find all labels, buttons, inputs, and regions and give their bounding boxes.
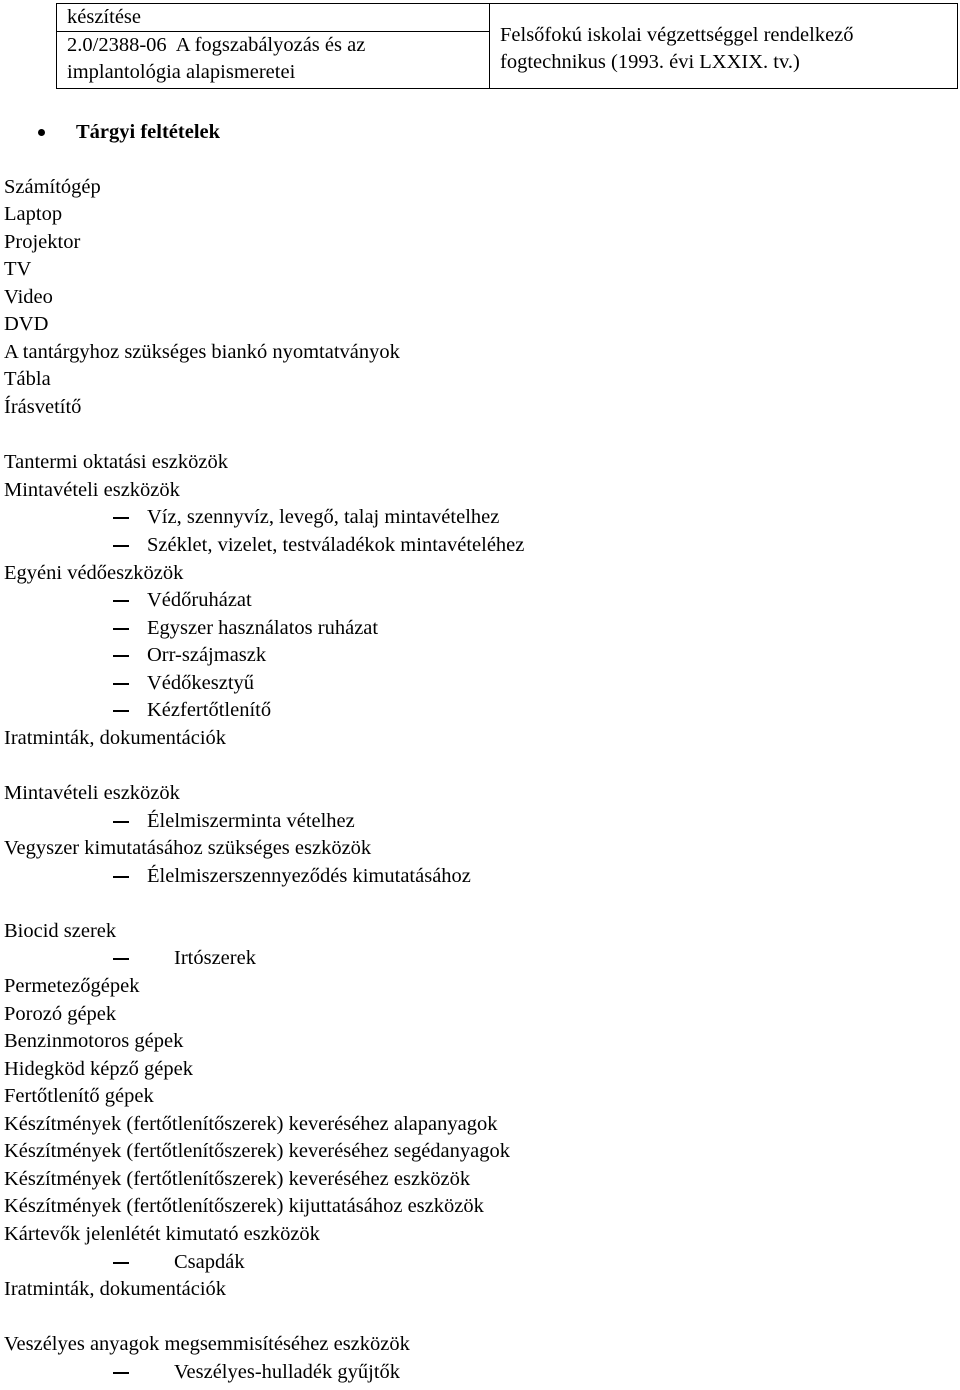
list-item: Hidegköd képző gépek: [4, 1058, 193, 1080]
sub-item: Egyszer használatos ruházat: [147, 617, 379, 639]
list-item: Készítmények (fertőtlenítőszerek) kijuttatásához eszközök: [4, 1195, 484, 1217]
table-cell: [490, 23, 958, 89]
sub-item: Védőkesztyű: [147, 672, 255, 694]
list-item: TV: [4, 258, 32, 280]
list-item: Vegyszer kimutatásához szükséges eszközök: [4, 837, 372, 859]
table-cell: [57, 32, 490, 89]
list-item: Kártevők jelenlétét kimutató eszközök: [4, 1223, 320, 1245]
sub-item: Irtószerek: [174, 947, 256, 969]
list-item: Mintavételi eszközök: [4, 782, 180, 804]
sub-item: Csapdák: [174, 1251, 245, 1273]
module-title-line: implantológia alapismeretei: [67, 61, 296, 83]
dash-icon: [113, 821, 129, 823]
list-item: A tantárgyhoz szükséges biankó nyomtatványok: [4, 341, 400, 363]
dash-icon: [113, 1372, 129, 1374]
requirements-table: [56, 3, 958, 89]
qualification-line: Felsőfokú iskolai végzettséggel rendelkező: [500, 23, 854, 46]
list-item: Benzinmotoros gépek: [4, 1030, 184, 1052]
sub-item: Veszélyes-hulladék gyűjtők: [174, 1361, 401, 1383]
list-item: Video: [4, 286, 53, 308]
dash-icon: [113, 683, 129, 685]
dash-icon: [113, 600, 129, 602]
dash-icon: [113, 958, 129, 960]
list-item: Számítógép: [4, 176, 101, 198]
dash-icon: [113, 876, 129, 878]
list-item: Tábla: [4, 368, 51, 390]
list-item: Iratminták, dokumentációk: [4, 1278, 227, 1300]
module-code-line: 2.0/2388-06 A fogszabályozás és az: [67, 34, 366, 56]
list-item: Írásvetítő: [4, 396, 82, 418]
sub-item: Élelmiszerminta vételhez: [147, 810, 355, 832]
list-item: Egyéni védőeszközök: [4, 562, 184, 584]
section-heading: Tárgyi feltételek: [76, 121, 221, 143]
list-item: Tantermi oktatási eszközök: [4, 451, 228, 473]
dash-icon: [113, 1262, 129, 1264]
list-item: Laptop: [4, 203, 63, 225]
list-item: Biocid szerek: [4, 920, 117, 942]
list-item: Készítmények (fertőtlenítőszerek) keveréséhez alapanyagok: [4, 1113, 498, 1135]
sub-item: Élelmiszerszennyeződés kimutatásához: [147, 865, 471, 887]
list-item: Készítmények (fertőtlenítőszerek) keveréséhez eszközök: [4, 1168, 471, 1190]
list-item: Fertőtlenítő gépek: [4, 1085, 154, 1107]
table-cell: készítése: [57, 4, 490, 32]
sub-item: Orr-szájmaszk: [147, 644, 267, 666]
list-item: Permetezőgépek: [4, 975, 140, 997]
list-item: Iratminták, dokumentációk: [4, 727, 227, 749]
list-item: Veszélyes anyagok megsemmisítéséhez eszközök: [4, 1333, 410, 1355]
dash-icon: [113, 628, 129, 630]
dash-icon: [113, 655, 129, 657]
dash-icon: [113, 517, 129, 519]
list-item: Porozó gépek: [4, 1003, 117, 1025]
qualification-line: fogtechnikus (1993. évi LXXIX. tv.): [500, 50, 800, 73]
sub-item: Kézfertőtlenítő: [147, 699, 272, 721]
sub-item: Védőruházat: [147, 589, 252, 611]
list-item: DVD: [4, 313, 49, 335]
sub-item: Víz, szennyvíz, levegő, talaj mintavételhez: [147, 506, 500, 528]
dash-icon: [113, 545, 129, 547]
sub-item: Széklet, vizelet, testváladékok mintavételéhez: [147, 534, 525, 556]
list-item: Készítmények (fertőtlenítőszerek) keveréséhez segédanyagok: [4, 1140, 510, 1162]
list-item: Projektor: [4, 231, 81, 253]
bullet-icon: [38, 129, 45, 136]
dash-icon: [113, 710, 129, 712]
list-item: Mintavételi eszközök: [4, 479, 180, 501]
